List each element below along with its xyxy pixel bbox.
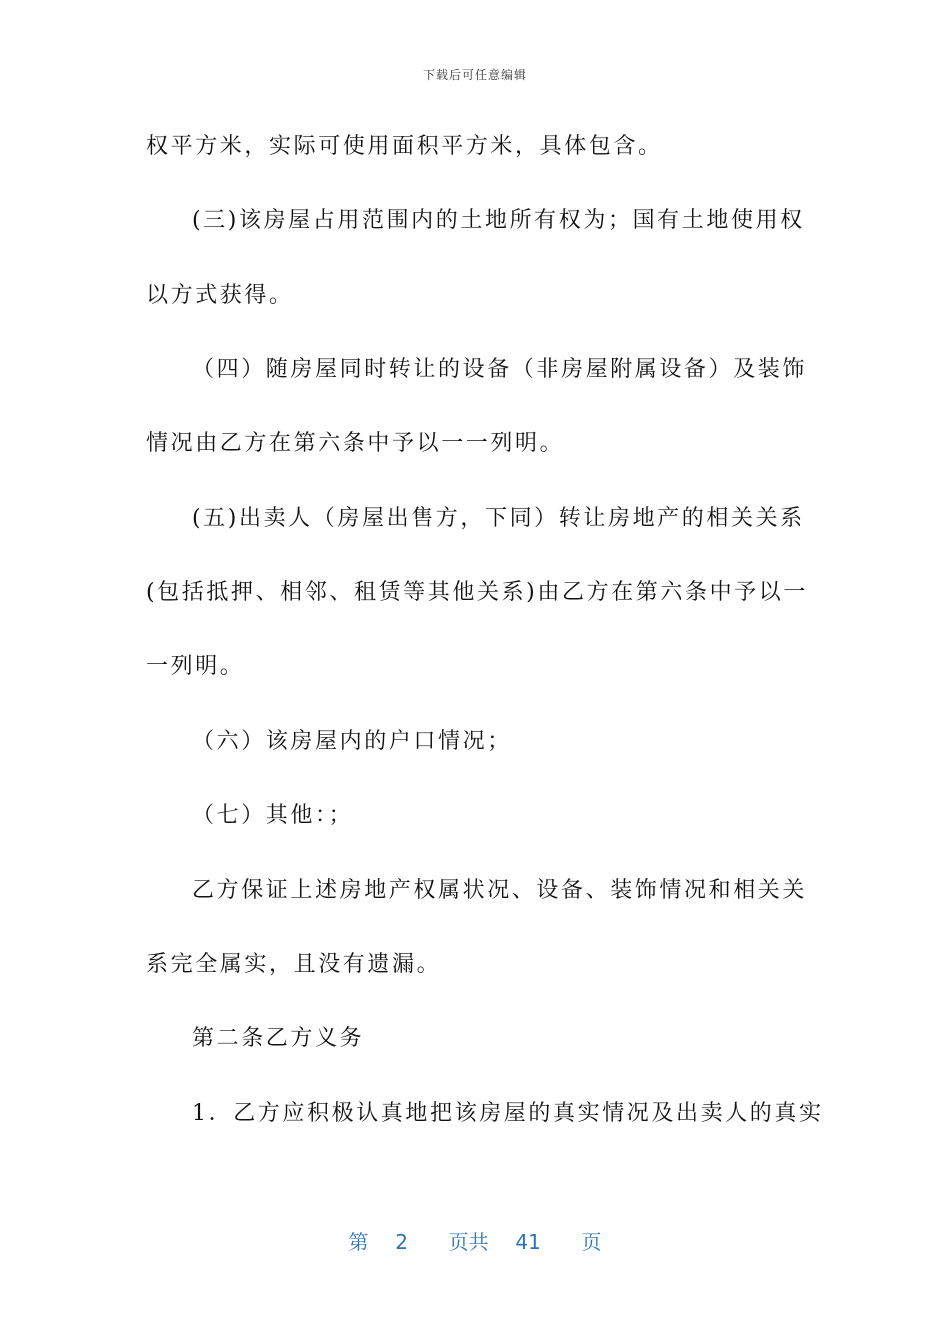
footer-page-mid: 页共 <box>448 1230 489 1254</box>
body-line: 以方式获得。 <box>146 283 294 308</box>
body-line: 1．乙方应积极认真地把该房屋的真实情况及出卖人的真实 <box>192 1101 824 1126</box>
footer-page-number: 2 <box>395 1230 408 1254</box>
footer-page-total: 41 <box>515 1230 541 1254</box>
body-line: (包括抵押、相邻、租赁等其他关系)由乙方在第六条中予以一 <box>146 580 808 605</box>
body-line: (三)该房屋占用范围内的土地所有权为；国有土地使用权 <box>192 208 805 233</box>
body-line: 情况由乙方在第六条中予以一一列明。 <box>146 431 565 456</box>
body-line: （六）该房屋内的户口情况； <box>192 729 512 754</box>
body-line: （四）随房屋同时转让的设备（非房屋附属设备）及装饰 <box>192 357 808 382</box>
page-header-note: 下载后可任意编辑 <box>422 68 527 82</box>
body-line: 乙方保证上述房地产权属状况、设备、装饰情况和相关关 <box>192 878 808 903</box>
footer-page-prefix: 第 <box>348 1230 369 1254</box>
body-line: （七）其他：； <box>192 803 354 828</box>
page-footer <box>0 1226 950 1255</box>
footer-page-suffix: 页 <box>581 1230 602 1254</box>
body-line: 系完全属实，且没有遗漏。 <box>146 952 442 977</box>
body-line: 一列明。 <box>146 654 245 679</box>
body-line: 权平方米，实际可使用面积平方米，具体包含。 <box>146 134 663 159</box>
body-line: (五)出卖人（房屋出售方，下同）转让房地产的相关关系 <box>192 506 805 531</box>
section-heading: 第二条乙方义务 <box>192 1026 365 1051</box>
